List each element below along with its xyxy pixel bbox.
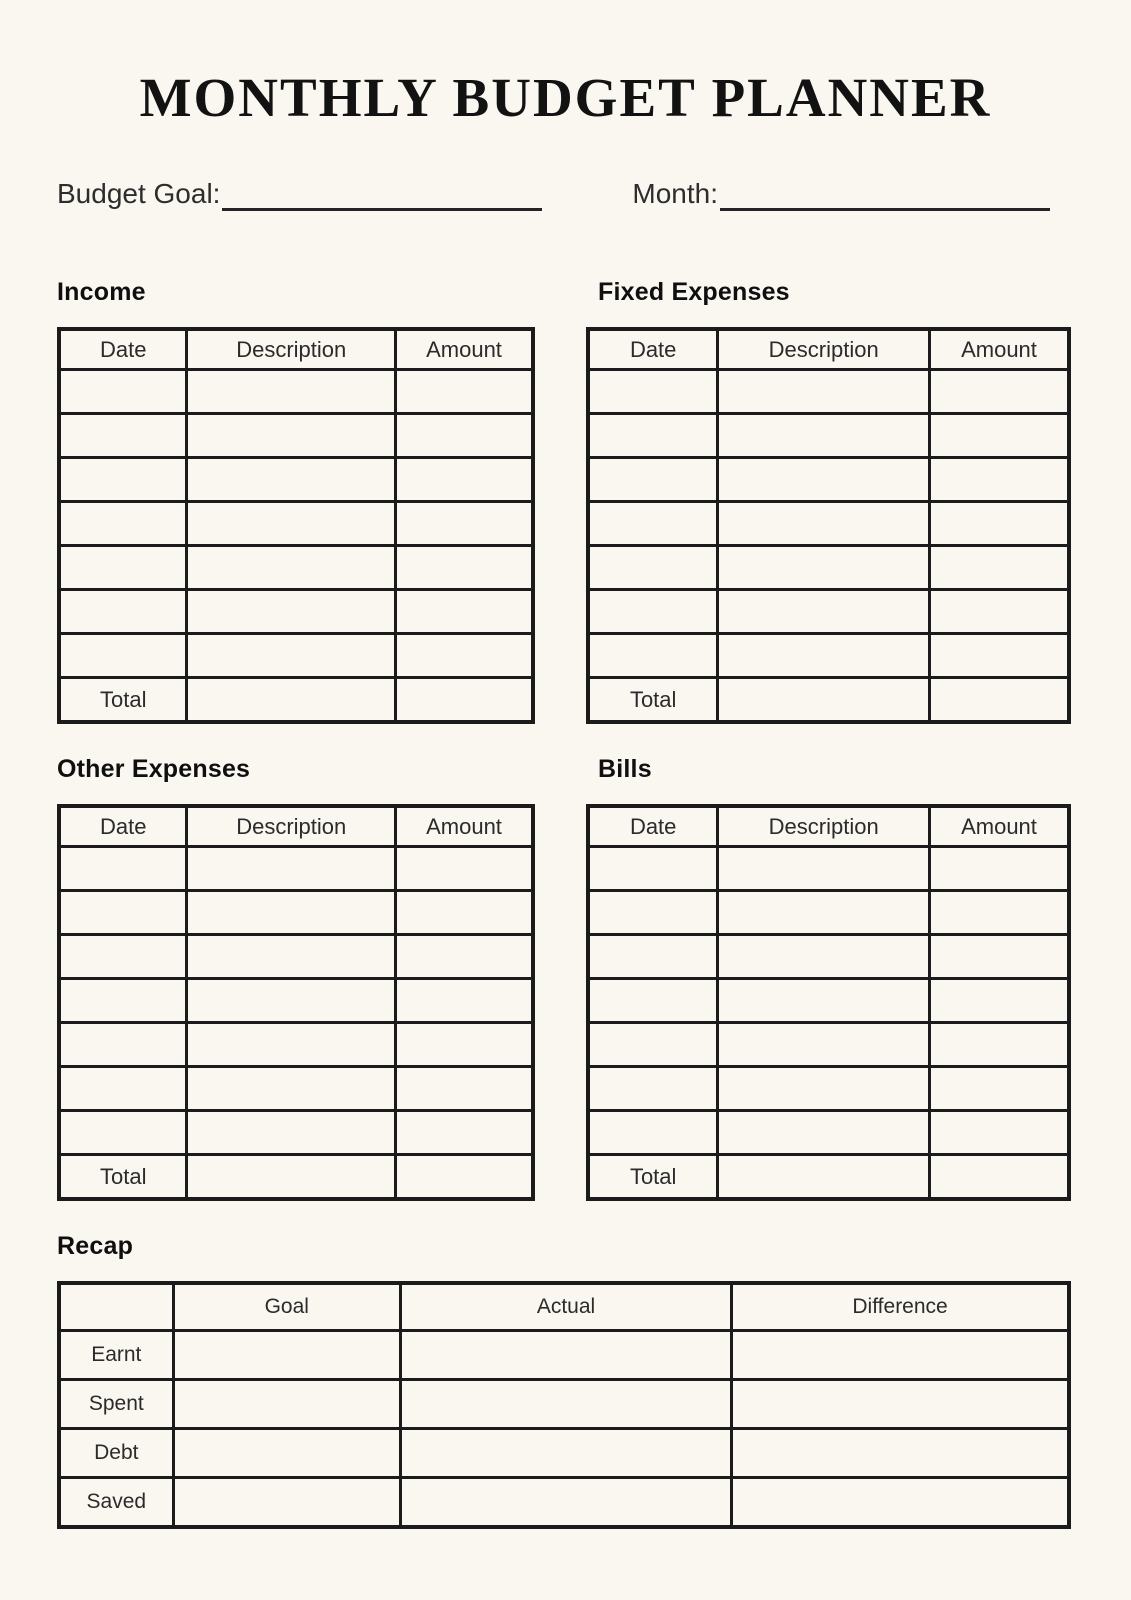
blank-cell <box>718 458 930 502</box>
recap-row-earnt <box>59 1331 1069 1380</box>
blank-cell <box>718 935 930 979</box>
blank-cell <box>59 590 187 634</box>
blank-cell <box>929 1155 1069 1200</box>
recap-table <box>57 1281 1071 1529</box>
blank-row <box>59 891 533 935</box>
tables-grid <box>57 277 1131 1201</box>
blank-row <box>588 847 1069 891</box>
blank-cell <box>400 1429 731 1478</box>
blank-cell <box>732 1331 1069 1380</box>
section-fixed-expenses <box>586 277 1071 724</box>
blank-cell <box>396 678 533 723</box>
blank-row <box>588 935 1069 979</box>
blank-cell <box>718 634 930 678</box>
blank-cell <box>718 1023 930 1067</box>
blank-cell <box>187 546 396 590</box>
blank-cell <box>588 847 718 891</box>
blank-cell <box>187 979 396 1023</box>
blank-row <box>588 502 1069 546</box>
total-label: Total <box>588 1155 718 1200</box>
blank-cell <box>187 414 396 458</box>
blank-cell <box>59 847 187 891</box>
blank-cell <box>588 458 718 502</box>
blank-cell <box>929 502 1069 546</box>
recap-row-spent <box>59 1380 1069 1429</box>
blank-cell <box>59 979 187 1023</box>
budget-goal-line <box>222 178 542 211</box>
blank-cell <box>187 590 396 634</box>
blank-cell <box>173 1331 400 1380</box>
blank-cell <box>588 634 718 678</box>
row-label: Earnt <box>59 1331 173 1380</box>
page-title: MONTHLY BUDGET PLANNER <box>139 67 992 128</box>
recap-row-debt <box>59 1429 1069 1478</box>
other-expenses-title: Other Expenses <box>57 755 251 783</box>
blank-cell <box>588 1023 718 1067</box>
blank-cell <box>929 546 1069 590</box>
blank-cell <box>187 370 396 414</box>
blank-cell <box>59 1023 187 1067</box>
row-label: Saved <box>59 1478 173 1528</box>
budget-goal-label: Budget Goal: <box>57 178 221 209</box>
column-header-description: Description <box>718 329 930 370</box>
blank-cell <box>929 458 1069 502</box>
column-header-amount: Amount <box>396 806 533 847</box>
blank-cell <box>59 458 187 502</box>
blank-row <box>588 1023 1069 1067</box>
blank-cell <box>929 678 1069 723</box>
blank-cell <box>396 847 533 891</box>
blank-row <box>588 590 1069 634</box>
blank-cell <box>718 847 930 891</box>
income-title: Income <box>57 278 146 306</box>
header-row <box>59 806 533 847</box>
blank-cell <box>187 1111 396 1155</box>
blank-cell <box>396 935 533 979</box>
blank-cell <box>396 414 533 458</box>
blank-row <box>59 634 533 678</box>
blank-row <box>588 979 1069 1023</box>
month-line <box>720 178 1050 211</box>
blank-cell <box>929 1023 1069 1067</box>
blank-cell <box>396 370 533 414</box>
blank-cell <box>732 1429 1069 1478</box>
blank-row <box>59 935 533 979</box>
other-expenses-table <box>57 804 535 1201</box>
blank-cell <box>187 1155 396 1200</box>
blank-cell <box>396 634 533 678</box>
total-row <box>588 1155 1069 1200</box>
blank-cell <box>400 1331 731 1380</box>
header-row <box>59 1283 1069 1331</box>
column-header-actual: Actual <box>400 1283 731 1331</box>
blank-row <box>59 1111 533 1155</box>
blank-cell <box>187 847 396 891</box>
blank-cell <box>396 1155 533 1200</box>
blank-cell <box>396 546 533 590</box>
total-label: Total <box>59 1155 187 1200</box>
blank-cell <box>187 502 396 546</box>
blank-row <box>59 847 533 891</box>
column-header-date: Date <box>59 806 187 847</box>
blank-cell <box>929 1111 1069 1155</box>
blank-cell <box>588 979 718 1023</box>
column-header-goal: Goal <box>173 1283 400 1331</box>
blank-cell <box>396 979 533 1023</box>
blank-cell <box>718 1067 930 1111</box>
blank-cell <box>929 979 1069 1023</box>
blank-row <box>588 370 1069 414</box>
blank-cell <box>59 891 187 935</box>
blank-row <box>59 1023 533 1067</box>
column-header-description: Description <box>718 806 930 847</box>
blank-row <box>588 1067 1069 1111</box>
blank-cell <box>929 847 1069 891</box>
blank-cell <box>396 1023 533 1067</box>
blank-cell <box>718 590 930 634</box>
blank-cell <box>187 1067 396 1111</box>
blank-row <box>59 546 533 590</box>
column-header-amount: Amount <box>929 329 1069 370</box>
recap-corner-cell <box>59 1283 173 1331</box>
blank-cell <box>400 1478 731 1528</box>
blank-cell <box>396 891 533 935</box>
meta-row <box>57 177 1050 211</box>
blank-cell <box>718 414 930 458</box>
budget-goal-field <box>57 177 542 211</box>
blank-cell <box>929 370 1069 414</box>
blank-row <box>588 458 1069 502</box>
blank-row <box>588 1111 1069 1155</box>
blank-cell <box>396 458 533 502</box>
month-field <box>632 177 1050 211</box>
blank-cell <box>396 1111 533 1155</box>
blank-cell <box>59 935 187 979</box>
blank-cell <box>718 1155 930 1200</box>
blank-cell <box>396 502 533 546</box>
section-bills <box>586 754 1071 1201</box>
recap-row-saved <box>59 1478 1069 1528</box>
total-label: Total <box>59 678 187 723</box>
blank-cell <box>588 891 718 935</box>
blank-row <box>59 370 533 414</box>
blank-cell <box>718 1111 930 1155</box>
section-other-expenses <box>57 754 535 1201</box>
blank-cell <box>173 1380 400 1429</box>
total-row <box>59 1155 533 1200</box>
blank-cell <box>929 935 1069 979</box>
blank-cell <box>588 546 718 590</box>
header-row <box>588 806 1069 847</box>
blank-cell <box>588 1067 718 1111</box>
total-row <box>588 678 1069 723</box>
blank-cell <box>173 1478 400 1528</box>
column-header-description: Description <box>187 329 396 370</box>
blank-cell <box>187 935 396 979</box>
blank-cell <box>59 414 187 458</box>
blank-cell <box>929 590 1069 634</box>
total-row <box>59 678 533 723</box>
income-table <box>57 327 535 724</box>
section-income <box>57 277 535 724</box>
blank-cell <box>588 935 718 979</box>
blank-cell <box>732 1478 1069 1528</box>
column-header-description: Description <box>187 806 396 847</box>
bills-title: Bills <box>598 755 652 783</box>
blank-cell <box>718 502 930 546</box>
blank-cell <box>173 1429 400 1478</box>
blank-cell <box>59 502 187 546</box>
header-row <box>59 329 533 370</box>
blank-cell <box>588 1111 718 1155</box>
blank-cell <box>718 370 930 414</box>
blank-cell <box>588 502 718 546</box>
column-header-amount: Amount <box>396 329 533 370</box>
blank-cell <box>732 1380 1069 1429</box>
blank-cell <box>929 1067 1069 1111</box>
blank-cell <box>396 1067 533 1111</box>
total-label: Total <box>588 678 718 723</box>
blank-cell <box>718 678 930 723</box>
blank-cell <box>59 370 187 414</box>
row-label: Spent <box>59 1380 173 1429</box>
blank-cell <box>588 414 718 458</box>
column-header-date: Date <box>588 329 718 370</box>
blank-cell <box>588 590 718 634</box>
bills-table <box>586 804 1071 1201</box>
row-label: Debt <box>59 1429 173 1478</box>
blank-cell <box>187 458 396 502</box>
blank-cell <box>718 979 930 1023</box>
blank-cell <box>929 634 1069 678</box>
blank-cell <box>187 678 396 723</box>
month-label: Month: <box>632 178 718 209</box>
blank-cell <box>400 1380 731 1429</box>
recap-title: Recap <box>57 1232 134 1260</box>
column-header-amount: Amount <box>929 806 1069 847</box>
fixed-expenses-table <box>586 327 1071 724</box>
blank-cell <box>718 891 930 935</box>
blank-cell <box>929 414 1069 458</box>
blank-row <box>59 1067 533 1111</box>
blank-row <box>59 979 533 1023</box>
column-header-difference: Difference <box>732 1283 1069 1331</box>
blank-cell <box>59 634 187 678</box>
blank-cell <box>929 891 1069 935</box>
blank-row <box>59 414 533 458</box>
column-header-date: Date <box>59 329 187 370</box>
blank-row <box>588 414 1069 458</box>
blank-row <box>588 891 1069 935</box>
blank-cell <box>59 546 187 590</box>
header-row <box>588 329 1069 370</box>
fixed-expenses-title: Fixed Expenses <box>598 278 790 306</box>
section-recap <box>57 1231 1071 1529</box>
blank-row <box>588 634 1069 678</box>
column-header-date: Date <box>588 806 718 847</box>
blank-cell <box>59 1067 187 1111</box>
blank-cell <box>396 590 533 634</box>
blank-cell <box>187 1023 396 1067</box>
blank-cell <box>59 1111 187 1155</box>
blank-row <box>59 502 533 546</box>
blank-row <box>588 546 1069 590</box>
blank-row <box>59 590 533 634</box>
blank-cell <box>588 370 718 414</box>
blank-cell <box>718 546 930 590</box>
blank-row <box>59 458 533 502</box>
blank-cell <box>187 891 396 935</box>
blank-cell <box>187 634 396 678</box>
